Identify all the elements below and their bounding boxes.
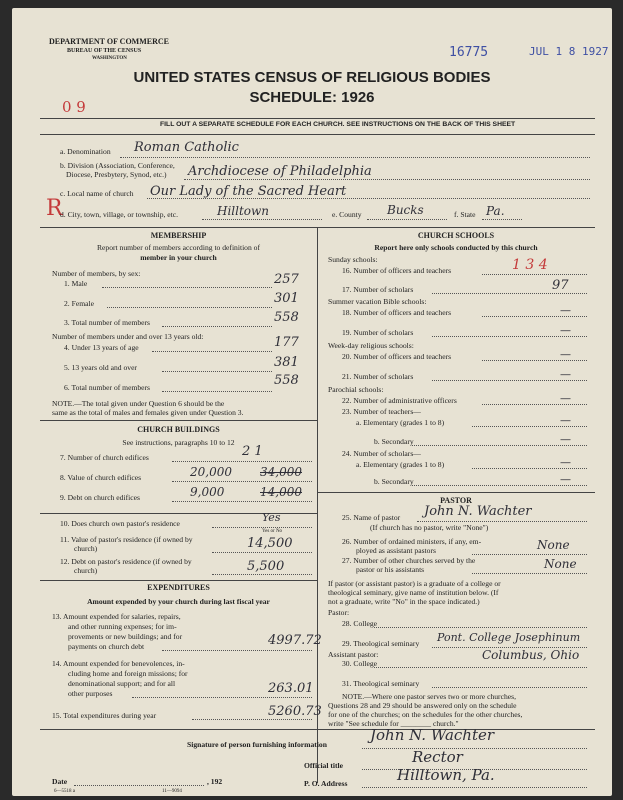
membership-heading: MEMBERSHIP: [150, 231, 207, 240]
q14-line-4: other purposes: [68, 689, 113, 698]
q13-line-2: and other running expenses; for im-: [68, 622, 177, 631]
q23b-label: b. Secondary: [374, 437, 414, 446]
division-label-1: b. Division (Association, Conference,: [60, 161, 175, 170]
q22-value[interactable]: —: [560, 392, 571, 405]
city: WASHINGTON: [92, 56, 127, 61]
q14-line-2: cluding home and foreign missions; for: [68, 669, 188, 678]
denomination-label: a. Denomination: [60, 147, 111, 156]
q24a-value[interactable]: —: [560, 456, 571, 469]
pastor-sub-label: Pastor:: [328, 608, 350, 617]
pastor-note-3: for one of the churches; on the schedules for the other churches,: [328, 710, 523, 719]
age-label: Number of members under and over 13 years old:: [52, 332, 204, 341]
q30-label: 30. College: [342, 659, 378, 668]
schools-sub: Report here only schools conducted by this church: [374, 243, 538, 252]
schools-heading: CHURCH SCHOOLS: [417, 231, 495, 240]
q27-label-2: pastor or his assistants: [356, 565, 425, 574]
weekday-label: Week-day religious schools:: [328, 341, 414, 350]
q2-label: 2. Female: [64, 299, 94, 308]
q29-value-2[interactable]: Columbus, Ohio: [482, 648, 580, 662]
q27-label-1: 27. Number of other churches served by the: [342, 556, 476, 565]
assistant-label: Assistant pastor:: [328, 650, 379, 659]
instructions: FILL OUT A SEPARATE SCHEDULE FOR EACH CHURCH. SEE INSTRUCTIONS ON THE BACK OF THIS SHEET: [160, 121, 516, 128]
division-value[interactable]: Archdiocese of Philadelphia: [188, 164, 372, 179]
q21-label: 21. Number of scholars: [342, 372, 414, 381]
q23a-label: a. Elementary (grades 1 to 8): [356, 418, 445, 427]
q16-value[interactable]: 1 3 4: [512, 257, 548, 273]
q21-value[interactable]: —: [560, 368, 571, 381]
q25-label: 25. Name of pastor: [342, 513, 401, 522]
q12-label-1: 12. Debt on pastor's residence (if owned by: [60, 557, 192, 566]
q1-value[interactable]: 257: [274, 272, 299, 287]
q12-label-2: church): [74, 566, 98, 575]
q13-line-1: 13. Amount expended for salaries, repairs,: [52, 612, 181, 621]
church-name-value[interactable]: Our Lady of the Sacred Heart: [150, 184, 347, 199]
state-label: f. State: [454, 210, 476, 219]
bureau: BUREAU OF THE CENSUS: [67, 48, 142, 54]
by-sex-label: Number of members, by sex:: [52, 269, 141, 278]
q26-label-1: 26. Number of ordained ministers, if any, em-: [342, 537, 482, 546]
q14-value[interactable]: 263.01: [268, 681, 314, 696]
q1-label: 1. Male: [64, 279, 88, 288]
county-label: e. County: [332, 210, 362, 219]
q23a-value[interactable]: —: [560, 414, 571, 427]
official-title-value[interactable]: Rector: [412, 748, 463, 766]
q24-label: 24. Number of scholars—: [342, 449, 421, 458]
sunday-label: Sunday schools:: [328, 255, 378, 264]
q14-line-1: 14. Amount expended for benevolences, in-: [52, 659, 185, 668]
q11-value[interactable]: 14,500: [247, 536, 293, 551]
city-label: d. City, town, village, or township, etc.: [60, 210, 179, 219]
q4-value[interactable]: 177: [274, 335, 299, 350]
expenditures-heading: EXPENDITURES: [147, 583, 210, 592]
pastor-instr-2: theological seminary, give name of institution below. (If: [328, 588, 499, 597]
expenditures-sub: Amount expended by your church during last fiscal year: [87, 597, 270, 606]
census-form: [12, 8, 612, 796]
q4-label: 4. Under 13 years of age: [64, 343, 139, 352]
q8-value[interactable]: 20,000: [190, 465, 232, 479]
pastor-note-1: NOTE.—Where one pastor serves two or more churches,: [342, 692, 516, 701]
pastor-note-2: Questions 28 and 29 should be answered only on the schedule: [328, 701, 517, 710]
q14-line-3: denominational support; and for all: [68, 679, 176, 688]
q12-value[interactable]: 5,500: [247, 559, 285, 574]
q29-value-1[interactable]: Pont. College Josephinum: [437, 631, 581, 644]
q7-value[interactable]: 2 1: [242, 444, 263, 459]
department: DEPARTMENT OF COMMERCE: [49, 37, 170, 46]
q19-label: 19. Number of scholars: [342, 328, 414, 337]
denomination-value[interactable]: Roman Catholic: [134, 140, 239, 155]
po-address-value[interactable]: Hilltown, Pa.: [397, 766, 495, 784]
q8-label: 8. Value of church edifices: [60, 473, 142, 482]
signature-value[interactable]: John N. Wachter: [370, 726, 495, 744]
red-mark: 0 9: [62, 98, 86, 116]
church-name-label: c. Local name of church: [60, 189, 134, 198]
po-address-label: P. O. Address: [304, 779, 348, 788]
q9-value[interactable]: 9,000: [190, 485, 225, 499]
q6-value[interactable]: 558: [274, 373, 299, 388]
date-year: , 192: [207, 777, 223, 786]
q2-value[interactable]: 301: [274, 291, 299, 306]
county-value[interactable]: Bucks: [387, 203, 424, 217]
q10-hint: Yes or No: [262, 529, 283, 534]
q18-value[interactable]: —: [560, 304, 571, 317]
official-title-label: Official title: [304, 761, 344, 770]
q5-label: 5. 13 years old and over: [64, 363, 137, 372]
q13-line-4: payments on church debt: [68, 642, 145, 651]
q20-value[interactable]: —: [560, 348, 571, 361]
q20-label: 20. Number of officers and teachers: [342, 352, 452, 361]
q18-label: 18. Number of officers and teachers: [342, 308, 452, 317]
city-value[interactable]: Hilltown: [217, 204, 270, 218]
pastor-instr-3: not a graduate, write "No" in the space indicated.): [328, 597, 480, 606]
q11-label-2: church): [74, 544, 98, 553]
division-label-2: Diocese, Presbytery, Synod, etc.): [66, 170, 167, 179]
q24b-label: b. Secondary: [374, 477, 414, 486]
q13-line-3: provements or new buildings; and for: [68, 632, 183, 641]
stamp-number: 16775: [449, 45, 489, 60]
q15-label: 15. Total expenditures during year: [52, 711, 157, 720]
summer-label: Summer vacation Bible schools:: [328, 297, 427, 306]
red-r-mark: R: [46, 196, 63, 221]
q3-value[interactable]: 558: [274, 310, 299, 325]
form-title: UNITED STATES CENSUS OF RELIGIOUS BODIES: [133, 69, 491, 86]
q9-struck-value: 14,000: [260, 485, 302, 499]
q7-label: 7. Number of church edifices: [60, 453, 149, 462]
q27-value[interactable]: None: [544, 557, 577, 571]
pastor-heading: PASTOR: [440, 496, 472, 505]
q16-label: 16. Number of officers and teachers: [342, 266, 452, 275]
stamp-date: JUL 1 8 1927: [529, 45, 609, 58]
q25-value[interactable]: John N. Wachter: [424, 504, 532, 519]
q9-label: 9. Debt on church edifices: [60, 493, 140, 502]
form-subtitle: SCHEDULE: 1926: [249, 89, 375, 106]
q24b-value[interactable]: —: [560, 473, 571, 486]
q31-label: 31. Theological seminary: [342, 679, 420, 688]
pastor-instr-1: If pastor (or assistant pastor) is a graduate of a college or: [328, 579, 501, 588]
q23b-value[interactable]: —: [560, 433, 571, 446]
q6-label: 6. Total number of members: [64, 383, 151, 392]
q26-label-2: ployed as assistant pastors: [356, 546, 436, 555]
q10-value[interactable]: Yes: [262, 511, 281, 524]
form-number: 6—5518 a: [54, 789, 75, 794]
state-value[interactable]: Pa.: [486, 204, 505, 218]
q24a-label: a. Elementary (grades 1 to 8): [356, 460, 445, 469]
q8-struck-value: 34,000: [260, 465, 302, 479]
membership-sub1: Report number of members according to definition of: [96, 243, 260, 252]
q23-label: 23. Number of teachers—: [342, 407, 421, 416]
membership-note-2: same as the total of males and females given under Question 3.: [52, 408, 244, 417]
q10-label: 10. Does church own pastor's residence: [60, 519, 180, 528]
q25-hint: (If church has no pastor, write "None"): [370, 523, 489, 532]
q22-label: 22. Number of administrative officers: [342, 396, 457, 405]
print-code: 11—9094: [162, 789, 182, 794]
membership-sub2: member in your church: [140, 253, 217, 262]
pastor-note-4: write "See schedule for ________ church.": [328, 719, 459, 728]
q17-value[interactable]: 97: [552, 278, 569, 293]
q17-label: 17. Number of scholars: [342, 285, 414, 294]
date-label: Date: [52, 777, 68, 786]
signature-label: Signature of person furnishing information: [187, 740, 327, 749]
q15-value[interactable]: 5260.73: [268, 704, 322, 719]
q13-value[interactable]: 4997.72: [268, 633, 322, 648]
q19-value[interactable]: —: [560, 324, 571, 337]
q29-label: 29. Theological seminary: [342, 639, 420, 648]
buildings-heading: CHURCH BUILDINGS: [137, 425, 220, 434]
buildings-sub: See instructions, paragraphs 10 to 12: [122, 438, 235, 447]
q5-value[interactable]: 381: [274, 355, 299, 370]
q28-label: 28. College: [342, 619, 378, 628]
q3-label: 3. Total number of members: [64, 318, 151, 327]
q26-value[interactable]: None: [537, 538, 570, 552]
q11-label-1: 11. Value of pastor's residence (if owned by: [60, 535, 193, 544]
parochial-label: Parochial schools:: [328, 385, 384, 394]
membership-note-1: NOTE.—The total given under Question 6 should be the: [52, 399, 225, 408]
